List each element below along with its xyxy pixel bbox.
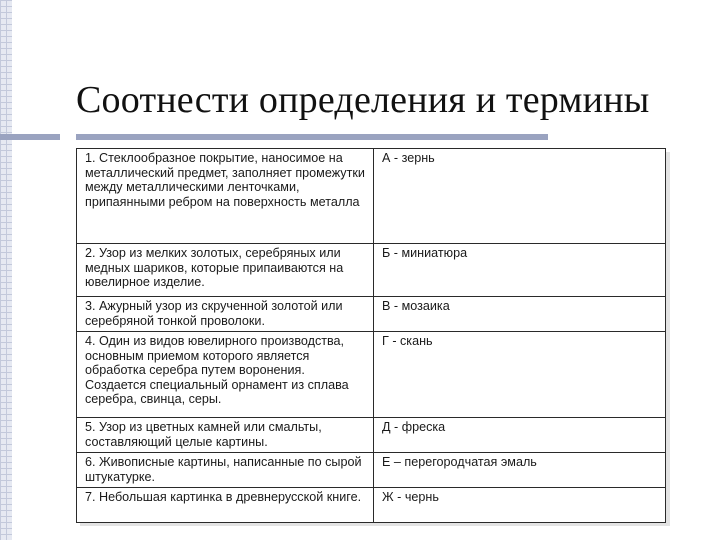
title-underline [76, 134, 548, 140]
term-cell: Г - скань [374, 332, 666, 418]
title-underline-left [0, 134, 60, 140]
table-row [77, 453, 666, 488]
table-row [77, 332, 666, 418]
table-row [77, 149, 666, 244]
table-row [77, 244, 666, 297]
decorative-grid-strip [0, 0, 12, 540]
definition-cell: 7. Небольшая картинка в древнерусской книге. [77, 488, 374, 523]
definition-cell: 4. Один из видов ювелирного производства, основным приемом которого является обработка серебра путем воронения. Создается специальный орнамент из сплава серебра, свинца, серы. [77, 332, 374, 418]
definition-cell: 6. Живописные картины, написанные по сырой штукатурке. [77, 453, 374, 488]
slide-title: Соотнести определения и термины [76, 79, 650, 121]
definition-cell: 5. Узор из цветных камней или смальты, составляющий целые картины. [77, 418, 374, 453]
definition-cell: 3. Ажурный узор из скрученной золотой или серебряной тонкой проволоки. [77, 297, 374, 332]
table-row [77, 297, 666, 332]
term-cell: А - зернь [374, 149, 666, 244]
term-cell: В - мозаика [374, 297, 666, 332]
term-cell: Е – перегородчатая эмаль [374, 453, 666, 488]
table-row [77, 488, 666, 523]
definition-cell: 1. Стеклообразное покрытие, наносимое на металлический предмет, заполняет промежутки между металлическими ленточками, припаянными ребром на поверхность металла [77, 149, 374, 244]
table-row [77, 418, 666, 453]
matching-table [76, 148, 666, 523]
term-cell: Ж - чернь [374, 488, 666, 523]
term-cell: Д - фреска [374, 418, 666, 453]
term-cell: Б - миниатюра [374, 244, 666, 297]
definition-cell: 2. Узор из мелких золотых, серебряных или медных шариков, которые припаиваются на ювелирное изделие. [77, 244, 374, 297]
